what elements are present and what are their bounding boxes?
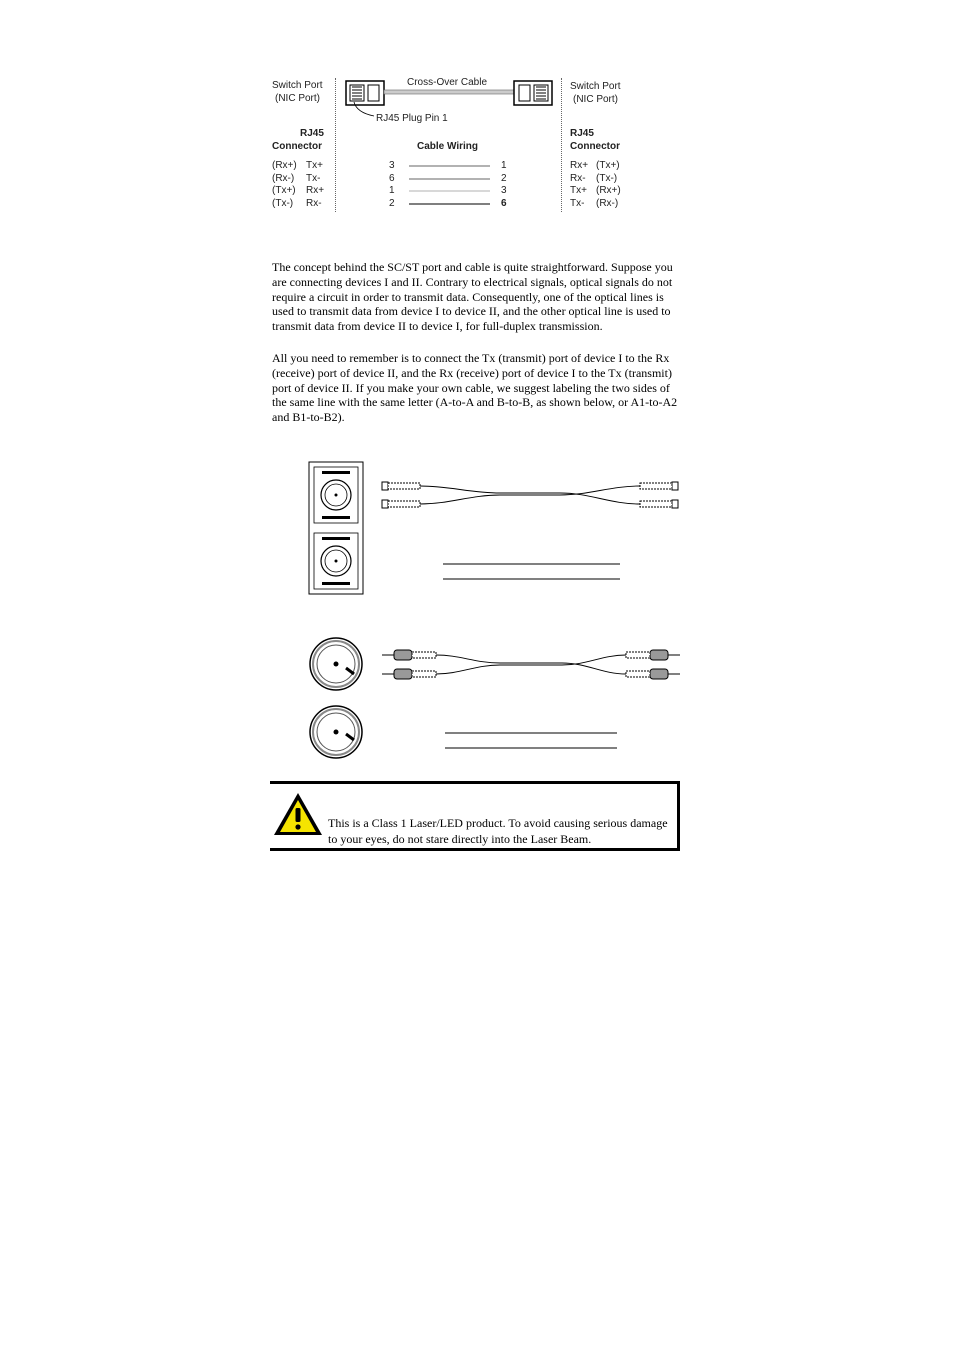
wire-from-pin: 2 xyxy=(389,198,395,209)
sc-st-concept-paragraph: The concept behind the SC/ST port and cable is quite straightforward. Suppose you are connecting devices I and II. Contrary to electrical signals, optical signals do not require a circuit in order to transmit data. Consequently, one of the optical lines is used to transmit data from device I to device II, and the other optical line is used to transmit data from device II to device I, for full-duplex transmission. xyxy=(272,260,673,334)
wire-to-pin: 1 xyxy=(501,160,507,171)
right-signal-paren: (Rx+) xyxy=(596,185,621,196)
wire-to-pin: 3 xyxy=(501,185,507,196)
laser-warning-text: This is a Class 1 Laser/LED product. To avoid causing serious damage to your eyes, do not stare directly into the Laser Beam. xyxy=(328,816,668,846)
left-signal-paren: (Rx+) xyxy=(272,160,297,171)
st-port-and-cable-figure xyxy=(300,630,690,760)
wire-to-pin: 6 xyxy=(501,198,507,209)
wire-from-pin: 3 xyxy=(389,160,395,171)
rj45-crossover-diagram xyxy=(268,72,628,214)
warning-triangle-icon xyxy=(272,790,324,838)
right-port-label-line2: (NIC Port) xyxy=(573,94,618,105)
left-port-label-line1: Switch Port xyxy=(272,80,323,91)
pin1-label: RJ45 Plug Pin 1 xyxy=(376,113,448,124)
left-port-label-line2: (NIC Port) xyxy=(275,93,320,104)
st-crossover-cable xyxy=(382,650,680,748)
right-port-label-line1: Switch Port xyxy=(570,81,621,92)
sc-crossover-cable xyxy=(382,482,678,579)
right-signal-paren: (Rx-) xyxy=(596,198,619,209)
right-signal: Rx- xyxy=(570,173,586,184)
right-signal: Tx- xyxy=(570,198,585,209)
left-signal: Rx- xyxy=(306,198,322,209)
wire-from-pin: 6 xyxy=(389,173,395,184)
sc-port-icon xyxy=(309,462,363,594)
right-signal: Tx+ xyxy=(570,185,587,196)
left-signal: Tx- xyxy=(306,173,321,184)
right-header-line2: Connector xyxy=(570,141,620,152)
center-header: Cable Wiring xyxy=(417,141,479,152)
left-header-line2: Connector xyxy=(272,141,322,152)
cable-label: Cross-Over Cable xyxy=(407,77,488,88)
right-signal: Rx+ xyxy=(570,160,589,171)
left-signal-paren: (Tx+) xyxy=(272,185,296,196)
left-signal: Rx+ xyxy=(306,185,325,196)
left-signal-paren: (Tx-) xyxy=(272,198,294,209)
wiring-lines xyxy=(268,72,628,214)
left-header-line1: RJ45 xyxy=(300,128,324,139)
right-signal-paren: (Tx-) xyxy=(596,173,618,184)
left-signal: Tx+ xyxy=(306,160,323,171)
tx-rx-connection-paragraph: All you need to remember is to connect the Tx (transmit) port of device I to the Rx (receive) port of device II, and the Rx (receive) port of device I to the Tx (transmit) port of device II. If you make your own cable, we suggest labeling the two sides of the same line with the same letter (A-to-A and B-to-B, as shown below, or A1-to-A2 and B1-to-B2). xyxy=(272,351,678,425)
wire-from-pin: 1 xyxy=(389,185,395,196)
st-port-icon xyxy=(310,638,362,758)
left-signal-paren: (Rx-) xyxy=(272,173,295,184)
right-header-line1: RJ45 xyxy=(570,128,594,139)
laser-warning-box xyxy=(270,781,680,851)
wire-to-pin: 2 xyxy=(501,173,507,184)
sc-port-and-cable-figure xyxy=(300,455,690,600)
right-signal-paren: (Tx+) xyxy=(596,160,620,171)
